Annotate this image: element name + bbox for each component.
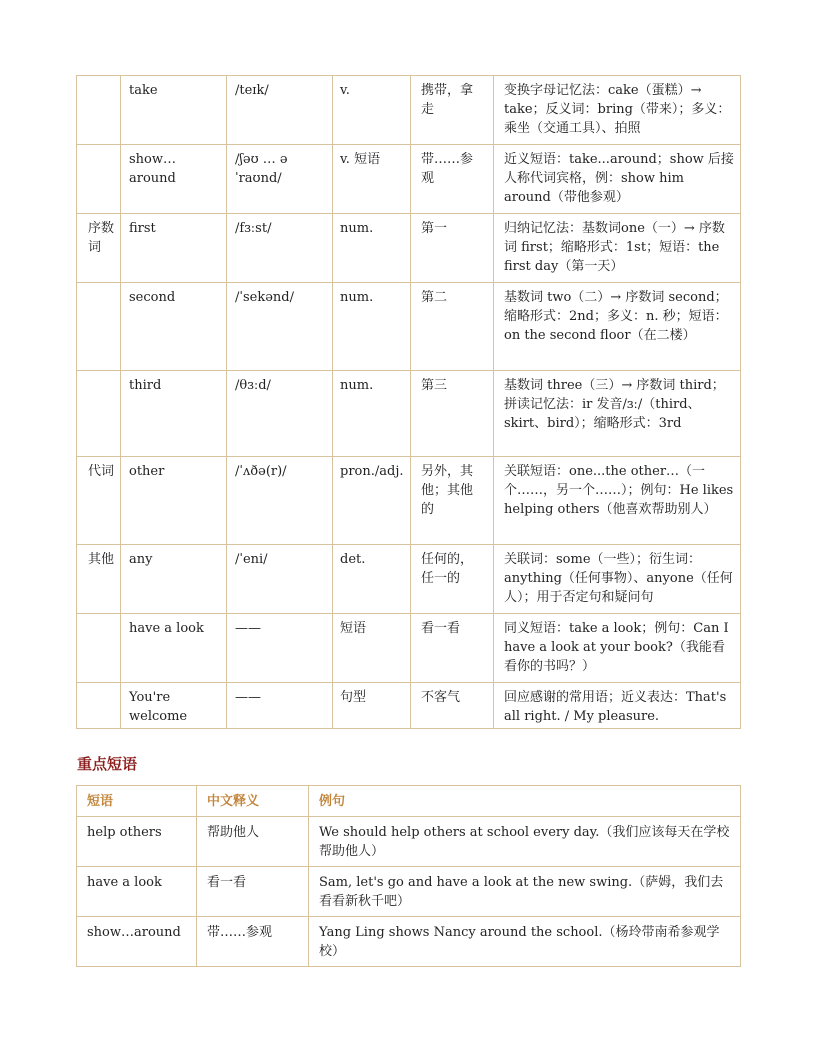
category-cell <box>77 145 121 214</box>
table-row <box>77 817 741 867</box>
word-cell: take <box>121 76 227 145</box>
part-of-speech-cell: v. 短语 <box>333 145 411 214</box>
table-row <box>77 917 741 967</box>
meaning-cell: 带……参观 <box>197 917 309 967</box>
table-row <box>77 683 741 729</box>
meaning-cell: 看一看 <box>411 614 494 683</box>
phrase-cell: have a look <box>77 867 197 917</box>
part-of-speech-cell: num. <box>333 214 411 283</box>
table-row <box>77 145 741 214</box>
example-cell: We should help others at school every day.（我们应该每天在学校帮助他人） <box>309 817 741 867</box>
word-cell: first <box>121 214 227 283</box>
meaning-cell: 第一 <box>411 214 494 283</box>
note-cell: 关联词：some（一些）；衍生词：anything（任何事物）、anyone（任何人）；用于否定句和疑问句 <box>494 545 741 614</box>
part-of-speech-cell: 句型 <box>333 683 411 729</box>
part-of-speech-cell: num. <box>333 283 411 371</box>
table-row <box>77 867 741 917</box>
category-cell <box>77 614 121 683</box>
phonetic-cell: —— <box>227 683 333 729</box>
word-cell: show…around <box>121 145 227 214</box>
word-cell: any <box>121 545 227 614</box>
table-header-row <box>77 786 741 817</box>
word-cell: have a look <box>121 614 227 683</box>
phonetic-cell: —— <box>227 614 333 683</box>
category-cell <box>77 371 121 457</box>
note-cell: 回应感谢的常用语；近义表达：That's all right. / My pleasure. <box>494 683 741 729</box>
word-cell: other <box>121 457 227 545</box>
category-cell <box>77 283 121 371</box>
meaning-cell: 不客气 <box>411 683 494 729</box>
meaning-cell: 任何的，任一的 <box>411 545 494 614</box>
part-of-speech-cell: v. <box>333 76 411 145</box>
column-header-phrase: 短语 <box>77 786 197 817</box>
table-row <box>77 371 741 457</box>
category-cell: 序数词 <box>77 214 121 283</box>
meaning-cell: 看一看 <box>197 867 309 917</box>
vocabulary-table <box>76 75 741 729</box>
meaning-cell: 另外，其他；其他的 <box>411 457 494 545</box>
table-row <box>77 457 741 545</box>
phrase-table <box>76 785 741 967</box>
column-header-example: 例句 <box>309 786 741 817</box>
part-of-speech-cell: det. <box>333 545 411 614</box>
phonetic-cell: /ˈsekənd/ <box>227 283 333 371</box>
table-row <box>77 283 741 371</box>
part-of-speech-cell: pron./adj. <box>333 457 411 545</box>
note-cell: 变换字母记忆法：cake（蛋糕）→ take；反义词：bring（带来）；多义：乘坐（交通工具）、拍照 <box>494 76 741 145</box>
category-cell: 代词 <box>77 457 121 545</box>
meaning-cell: 第三 <box>411 371 494 457</box>
word-cell: third <box>121 371 227 457</box>
table-row <box>77 545 741 614</box>
note-cell: 近义短语：take...around；show 后接人称代词宾格，例：show him around（带他参观） <box>494 145 741 214</box>
table-row <box>77 214 741 283</box>
table-row <box>77 76 741 145</box>
phrase-cell: help others <box>77 817 197 867</box>
phonetic-cell: /ˈʌðə(r)/ <box>227 457 333 545</box>
key-phrases-heading: 重点短语 <box>77 755 138 773</box>
word-cell: second <box>121 283 227 371</box>
phonetic-cell: /θɜːd/ <box>227 371 333 457</box>
category-cell: 其他 <box>77 545 121 614</box>
table-row <box>77 614 741 683</box>
meaning-cell: 第二 <box>411 283 494 371</box>
phonetic-cell: /fɜːst/ <box>227 214 333 283</box>
phrase-cell: show…around <box>77 917 197 967</box>
example-cell: Sam, let's go and have a look at the new swing.（萨姆，我们去看看新秋千吧） <box>309 867 741 917</box>
part-of-speech-cell: num. <box>333 371 411 457</box>
phonetic-cell: /ʃəʊ … əˈraʊnd/ <box>227 145 333 214</box>
category-cell <box>77 683 121 729</box>
note-cell: 基数词 three（三）→ 序数词 third；拼读记忆法：ir 发音/ɜː/（third、skirt、bird）；缩略形式：3rd <box>494 371 741 457</box>
meaning-cell: 帮助他人 <box>197 817 309 867</box>
column-header-meaning: 中文释义 <box>197 786 309 817</box>
example-cell: Yang Ling shows Nancy around the school.（杨玲带南希参观学校） <box>309 917 741 967</box>
note-cell: 基数词 two（二）→ 序数词 second；缩略形式：2nd；多义：n. 秒；短语：on the second floor（在二楼） <box>494 283 741 371</box>
phonetic-cell: /ˈeni/ <box>227 545 333 614</box>
phonetic-cell: /teɪk/ <box>227 76 333 145</box>
meaning-cell: 携带，拿走 <box>411 76 494 145</box>
part-of-speech-cell: 短语 <box>333 614 411 683</box>
note-cell: 关联短语：one...the other…（一个……，另一个……）；例句：He likes helping others（他喜欢帮助别人） <box>494 457 741 545</box>
word-cell: You're welcome <box>121 683 227 729</box>
category-cell <box>77 76 121 145</box>
note-cell: 同义短语：take a look；例句：Can I have a look at your book?（我能看看你的书吗？） <box>494 614 741 683</box>
meaning-cell: 带……参观 <box>411 145 494 214</box>
note-cell: 归纳记忆法：基数词one（一）→ 序数词 first；缩略形式：1st；短语：the first day（第一天） <box>494 214 741 283</box>
